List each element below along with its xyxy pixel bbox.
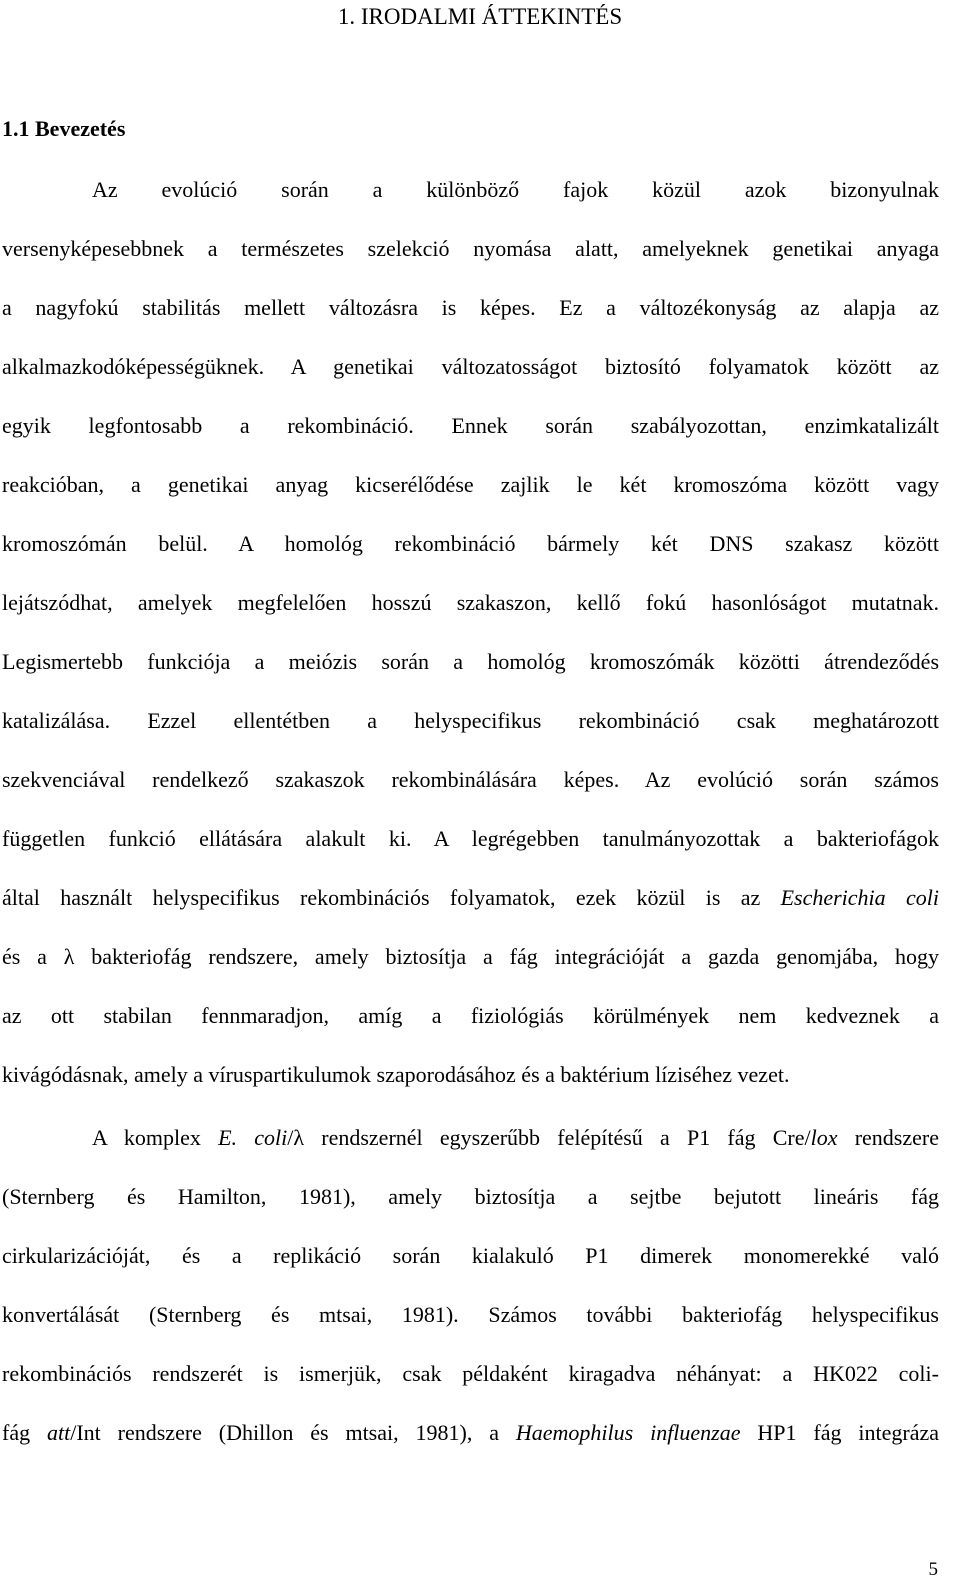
text-line: alkalmazkodóképességüknek. A genetikai változatosságot biztosító folyamatok között az [2, 354, 939, 379]
text-line: szekvenciával rendelkező szakaszok rekombinálására képes. Az evolúció során számos [2, 767, 939, 792]
text-line: katalizálása. Ezzel ellentétben a helyspecifikus rekombináció csak meghatározott [2, 708, 939, 733]
text-line: az ott stabilan fennmaradjon, amíg a fiziológiás körülmények nem kedveznek a [2, 1003, 939, 1028]
text-line: a nagyfokú stabilitás mellett változásra is képes. Ez a változékonyság az alapja az [2, 295, 939, 320]
text-line: által használt helyspecifikus rekombinációs folyamatok, ezek közül is az Escherichia coli [2, 885, 939, 910]
chapter-title: 1. IRODALMI ÁTTEKINTÉS [337, 4, 623, 29]
section-title: 1.1 Bevezetés [2, 116, 126, 141]
text-line: versenyképesebbnek a természetes szelekció nyomása alatt, amelyeknek genetikai anyaga [2, 236, 939, 261]
text-line: kivágódásnak, amely a víruspartikulumok szaporodásához és a baktérium líziséhez vezet. [2, 1062, 790, 1087]
text-line: független funkció ellátására alakult ki. A legrégebben tanulmányozottak a bakteriofágok [2, 826, 939, 851]
text-line: lejátszódhat, amelyek megfelelően hosszú szakaszon, kellő fokú hasonlóságot mutatnak. [2, 590, 939, 615]
text-line: (Sternberg és Hamilton, 1981), amely biztosítja a sejtbe bejutott lineáris fág [2, 1184, 939, 1209]
text-line: rekombinációs rendszerét is ismerjük, csak példaként kiragadva néhányat: a HK022 coli- [2, 1361, 939, 1386]
text-line: reakcióban, a genetikai anyag kicserélődése zajlik le két kromoszóma között vagy [2, 472, 939, 497]
text-line: és a λ bakteriofág rendszere, amely biztosítja a fág integrációját a gazda genomjába, hogy [2, 944, 939, 969]
text-line: egyik legfontosabb a rekombináció. Ennek során szabályozottan, enzimkatalizált [2, 413, 939, 438]
text-line: A komplex E. coli/λ rendszernél egyszerűbb felépítésű a P1 fág Cre/lox rendszere [92, 1125, 939, 1150]
page-number: 5 [928, 1559, 938, 1580]
species-name: Escherichia coli [780, 885, 939, 910]
text-line: konvertálását (Sternberg és mtsai, 1981). Számos további bakteriofág helyspecifikus [2, 1302, 939, 1327]
text-line: Az evolúció során a különböző fajok közül azok bizonyulnak [92, 177, 939, 202]
text-line: fág att/Int rendszere (Dhillon és mtsai, 1981), a Haemophilus influenzae HP1 fág integráza [2, 1420, 939, 1445]
text-line: kromoszómán belül. A homológ rekombináció bármely két DNS szakasz között [2, 531, 939, 556]
text-line: Legismertebb funkciója a meiózis során a homológ kromoszómák közötti átrendeződés [2, 649, 939, 674]
text-line: cirkularizációját, és a replikáció során kialakuló P1 dimerek monomerekké való [2, 1243, 939, 1268]
